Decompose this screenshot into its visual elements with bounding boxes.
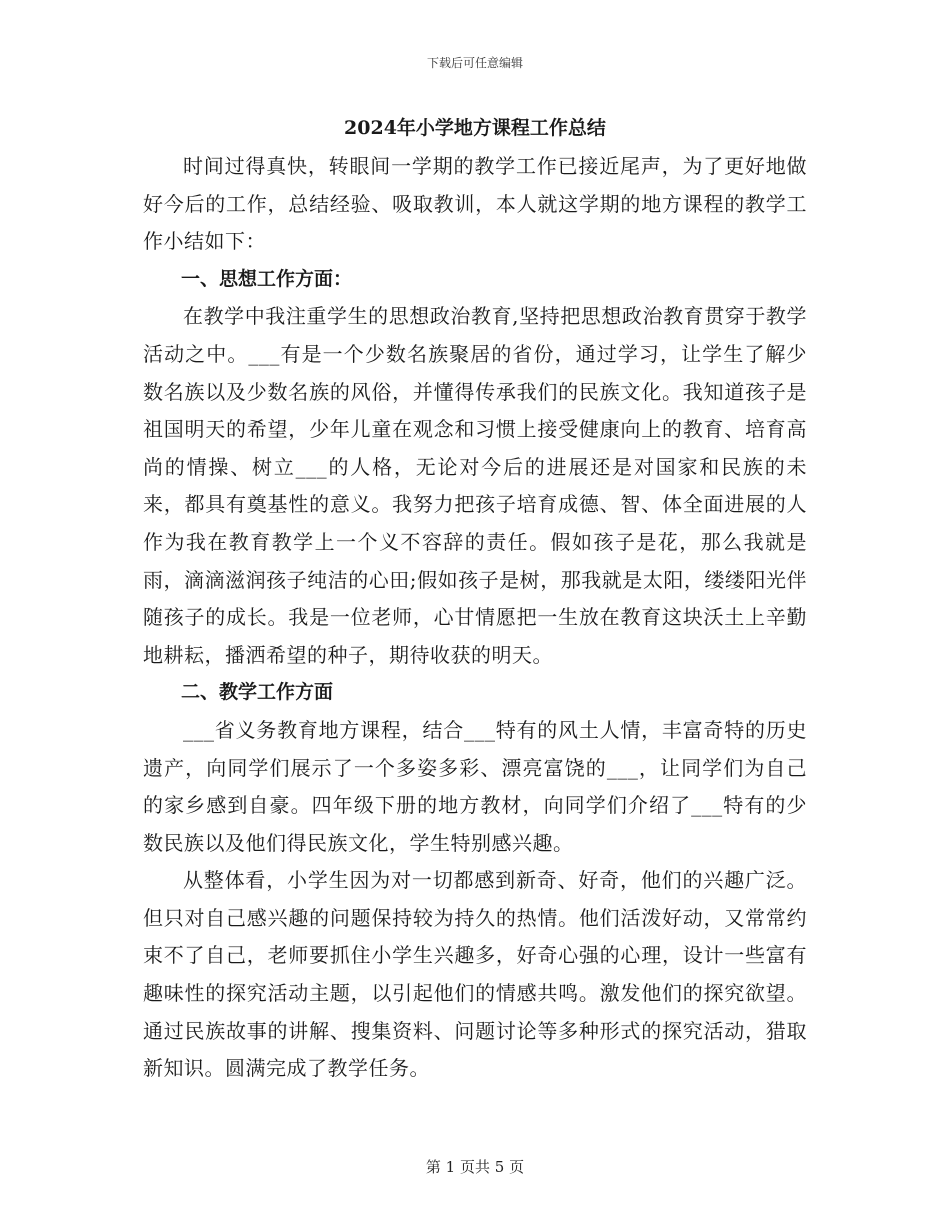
header-note: 下载后可任意编辑 — [426, 56, 523, 70]
section-paragraph-teaching-1: ___省义务教育地方课程，结合___特有的风土人情，丰富奇特的历史遗产，向同学们展示了一个多姿多彩、漂亮富饶的___，让同学们为自己的家乡感到自豪。四年级下册的地方教材，向同学们介绍了___特有的少数民族以及他们得民族文化，学生特别感兴趣。 — [143, 717, 807, 855]
section-heading-teaching: 二、教学工作方面 — [181, 681, 334, 704]
document-body — [143, 112, 807, 1088]
page-footer: 第 1 页共 5 页 — [425, 1158, 525, 1176]
section-heading-thought: 一、思想工作方面： — [181, 267, 353, 290]
document-title: 2024年小学地方课程工作总结 — [344, 117, 606, 139]
intro-paragraph: 时间过得真快，转眼间一学期的教学工作已接近尾声，为了更好地做好今后的工作，总结经验、吸取教训，本人就这学期的地方课程的教学工作小结如下： — [143, 154, 807, 254]
section-paragraph-teaching-2: 从整体看，小学生因为对一切都感到新奇、好奇，他们的兴趣广泛。但只对自己感兴趣的问题保持较为持久的热情。他们活泼好动，又常常约束不了自己，老师要抓住小学生兴趣多，好奇心强的心理，设计一些富有趣味性的探究活动主题，以引起他们的情感共鸣。激发他们的探究欲望。通过民族故事的讲解、搜集资料、问题讨论等多种形式的探究活动，猎取新知识。圆满完成了教学任务。 — [143, 868, 807, 1081]
section-paragraph-thought: 在教学中我注重学生的思想政治教育,坚持把思想政治教育贯穿于教学活动之中。___有是一个少数名族聚居的省份，通过学习，让学生了解少数名族以及少数名族的风俗，并懂得传承我们的民族文化。我知道孩子是祖国明天的希望，少年儿童在观念和习惯上接受健康向上的教育、培育高尚的情操、树立___的人格，无论对今后的进展还是对国家和民族的未来，都具有奠基性的意义。我努力把孩子培育成德、智、体全面进展的人作为我在教育教学上一个义不容辞的责任。假如孩子是花，那么我就是雨，滴滴滋润孩子纯洁的心田;假如孩子是树，那我就是太阳，缕缕阳光伴随孩子的成长。我是一位老师，心甘情愿把一生放在教育这块沃土上辛勤地耕耘，播洒希望的种子，期待收获的明天。 — [143, 304, 807, 667]
